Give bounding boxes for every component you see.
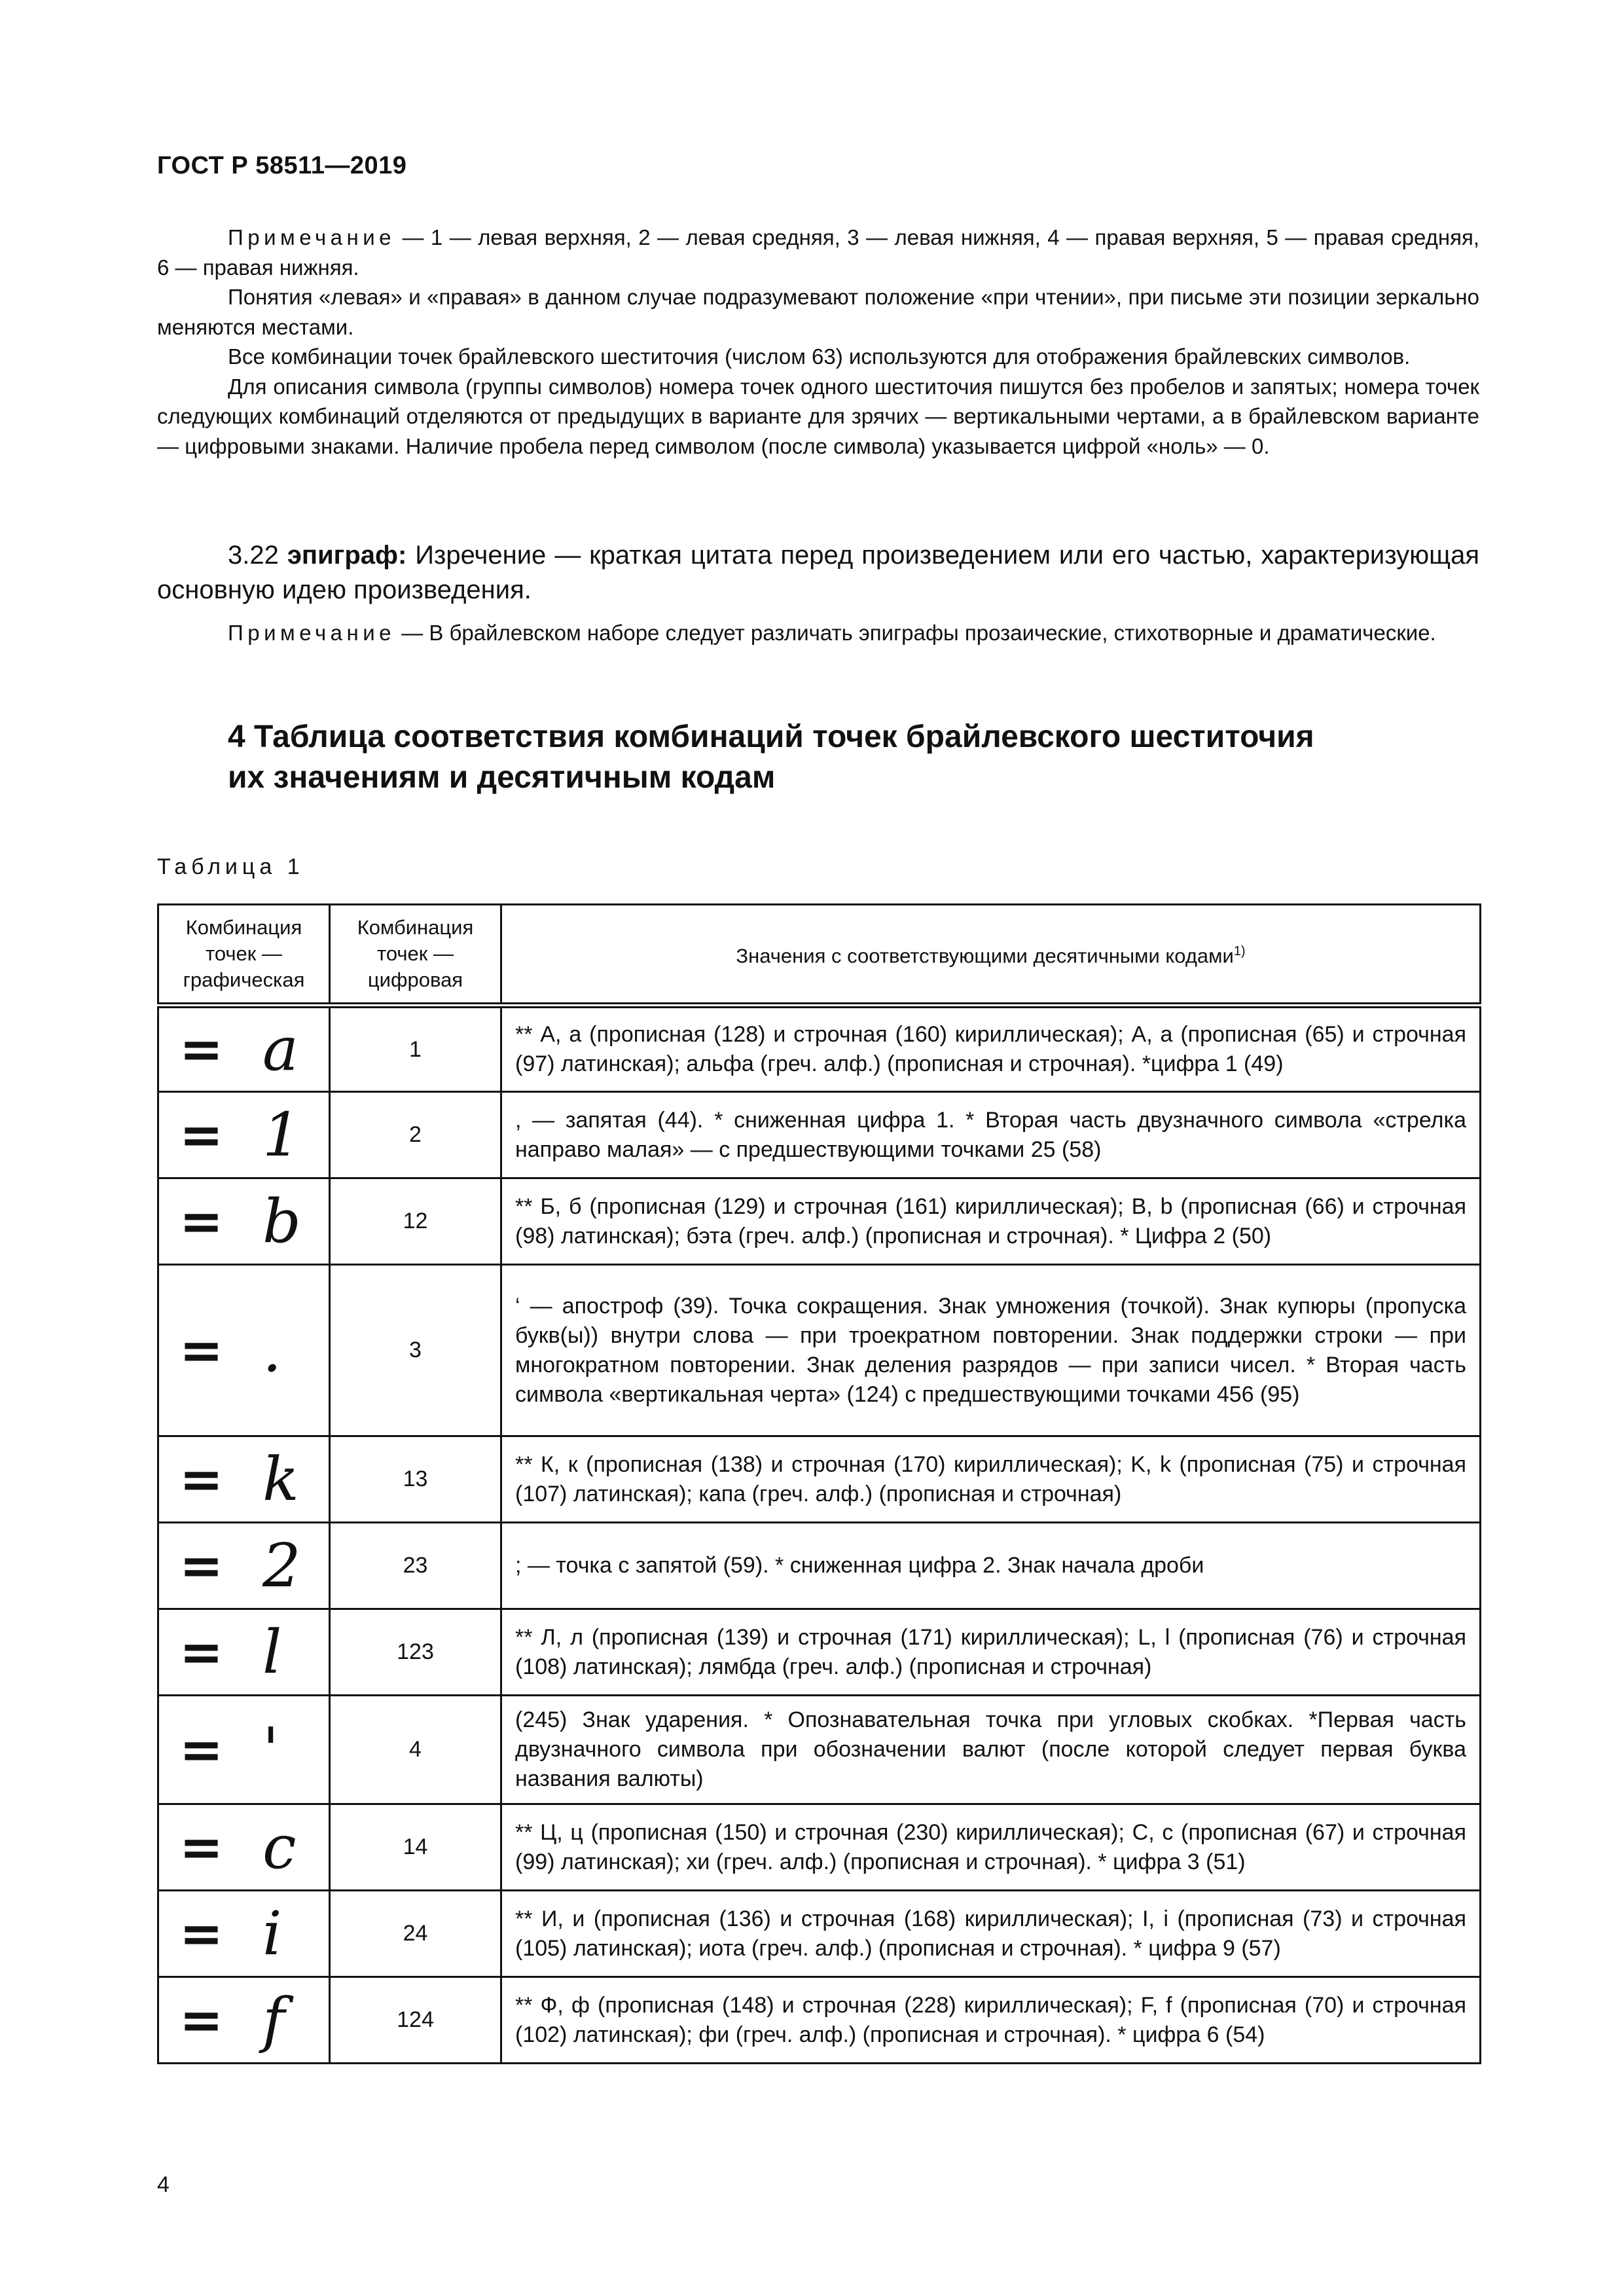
braille-dots-graphic: = (179, 1104, 224, 1165)
note-paragraph-4: Для описания символа (группы символов) номера точек одного шеститочия пишутся без пробелов и запятых; номера точек следующих комбинаций отделяются от предыдущих в варианте для зрячих — вертикальными чертами, а в брайлевском варианте — цифровыми знаками. Наличие пробела перед символом (после символа) указывается цифрой «ноль» — 0. (157, 374, 1479, 458)
braille-glyph-cell (158, 1006, 330, 1092)
table-row (158, 1006, 1481, 1092)
braille-code-cell: 4 (330, 1696, 501, 1804)
table-row (158, 1523, 1481, 1609)
epigraph-note-text: — В брайлевском наборе следует различать эпиграфы прозаические, стихотворные и драматические. (395, 621, 1436, 645)
note-paragraph-3: Все комбинации точек брайлевского шеститочия (числом 63) используются для отображения брайлевских символов. (228, 344, 1411, 369)
term-name: эпиграф: (287, 541, 407, 570)
braille-code-cell: 3 (330, 1265, 501, 1436)
braille-glyph-cell (158, 1092, 330, 1178)
braille-glyph-cell (158, 1436, 330, 1523)
term-text: Изречение — краткая цитата перед произведением или его частью, характеризующая основную идею произведения. (157, 541, 1479, 604)
braille-code-cell: 23 (330, 1523, 501, 1609)
table-caption: Таблица 1 (157, 854, 304, 879)
table-header-row (158, 905, 1481, 1006)
braille-dots-graphic: = (179, 1319, 224, 1381)
braille-dots-graphic: = (179, 1719, 224, 1780)
section-title-line1: 4 Таблица соответствия комбинаций точек брайлевского шеститочия (228, 720, 1314, 754)
braille-glyph-cell (158, 1178, 330, 1265)
braille-glyph-cell (158, 1523, 330, 1609)
braille-glyph-letter: c (262, 1812, 297, 1882)
braille-dots-graphic: = (179, 1019, 224, 1080)
note-paragraph (157, 223, 1479, 282)
braille-meaning-cell: , — запятая (44). * сниженная цифра 1. * Вторая часть двузначного символа «стрелка направо малая» — с предшествующими точками 25 (58) (501, 1092, 1481, 1178)
braille-dots-graphic: = (179, 1190, 224, 1252)
column-header-digital: Комбинация точек — цифровая (330, 905, 501, 1006)
braille-glyph-cell (158, 1609, 330, 1696)
braille-dots-graphic: = (179, 1816, 224, 1878)
braille-glyph-letter: ' (262, 1714, 280, 1785)
braille-glyph-letter: 1 (262, 1099, 301, 1170)
braille-dots-graphic: = (179, 1448, 224, 1510)
braille-code-cell: 124 (330, 1977, 501, 2064)
note-text: — 1 — левая верхняя, 2 — левая средняя, 3 — левая нижняя, 4 — правая верхняя, 5 — правая средняя, 6 — правая нижняя. (157, 225, 1479, 280)
braille-code-cell: 2 (330, 1092, 501, 1178)
table-row (158, 1804, 1481, 1891)
table-row (158, 1436, 1481, 1523)
braille-glyph-letter: . (262, 1315, 282, 1385)
table-row (158, 1178, 1481, 1265)
braille-glyph-letter: i (262, 1898, 282, 1969)
table-row (158, 1891, 1481, 1977)
note-paragraph-2: Понятия «левая» и «правая» в данном случае подразумевают положение «при чтении», при письме эти позиции зеркально меняются местами. (157, 285, 1479, 339)
braille-glyph-letter: 2 (262, 1530, 301, 1601)
table-row (158, 1696, 1481, 1804)
braille-glyph-letter: k (262, 1444, 299, 1514)
braille-meaning-cell: ** Б, б (прописная (129) и строчная (161) кириллическая); B, b (прописная (66) и строчная (98) латинская); бэта (греч. алф.) (прописная и строчная). * Цифра 2 (50) (501, 1178, 1481, 1265)
braille-glyph-cell (158, 1977, 330, 2064)
braille-glyph-cell (158, 1891, 330, 1977)
braille-meaning-cell: ** А, а (прописная (128) и строчная (160) кириллическая); A, a (прописная (65) и строчная (97) латинская); альфа (греч. алф.) (прописная и строчная). *цифра 1 (49) (501, 1006, 1481, 1092)
braille-glyph-letter: l (262, 1616, 282, 1687)
braille-dots-graphic: = (179, 1903, 224, 1964)
braille-meaning-cell: ** Ф, ф (прописная (148) и строчная (228) кириллическая); F, f (прописная (70) и строчная (102) латинская); фи (греч. алф.) (прописная и строчная). * цифра 6 (54) (501, 1977, 1481, 2064)
braille-code-cell: 12 (330, 1178, 501, 1265)
braille-meaning-cell: ** И, и (прописная (136) и строчная (168) кириллическая); I, i (прописная (73) и строчная (105) латинская); иота (греч. алф.) (прописная и строчная). * цифра 9 (57) (501, 1891, 1481, 1977)
braille-glyph-cell (158, 1265, 330, 1436)
section-title (228, 717, 1314, 798)
term-definition (157, 538, 1479, 608)
braille-meaning-cell: ** Л, л (прописная (139) и строчная (171) кириллическая); L, l (прописная (76) и строчная (108) латинская); лямбда (греч. алф.) (прописная и строчная) (501, 1609, 1481, 1696)
section-title-line2: их значениям и десятичным кодам (228, 760, 776, 795)
braille-meaning-cell: ** Ц, ц (прописная (150) и строчная (230) кириллическая); C, c (прописная (67) и строчная (99) латинская); хи (греч. алф.) (прописная и строчная). * цифра 3 (51) (501, 1804, 1481, 1891)
table-row (158, 1092, 1481, 1178)
page-number: 4 (157, 2172, 170, 2197)
braille-code-cell: 123 (330, 1609, 501, 1696)
braille-meaning-cell: (245) Знак ударения. * Опознавательная точка при угловых скобках. *Первая часть двузначного символа при обозначении валют (после которой следует первая буква названия валюты) (501, 1696, 1481, 1804)
braille-code-cell: 1 (330, 1006, 501, 1092)
column-header-values-text: Значения с соответствующими десятичными кодами (736, 944, 1234, 968)
braille-glyph-letter: a (262, 1014, 298, 1084)
braille-glyph-letter: f (262, 1984, 285, 2055)
term-number: 3.22 (228, 541, 279, 570)
braille-code-cell: 24 (330, 1891, 501, 1977)
column-header-values (501, 905, 1481, 1006)
epigraph-note (157, 618, 1479, 648)
braille-code-cell: 13 (330, 1436, 501, 1523)
epigraph-note-label: Примечание (228, 621, 396, 645)
braille-meaning-cell: ; — точка с запятой (59). * сниженная цифра 2. Знак начала дроби (501, 1523, 1481, 1609)
column-header-graphic: Комбинация точек — графическая (158, 905, 330, 1006)
braille-meaning-cell: ‘ — апостроф (39). Точка сокращения. Знак умножения (точкой). Знак купюры (пропуска букв(ы)) внутри слова — при троекратном повторении. Знак поддержки строки — при многократном повторении. Знак деления разрядов — при записи чисел. * Вторая часть символа «вертикальная черта» (124) с предшествующими точками 456 (95) (501, 1265, 1481, 1436)
braille-glyph-cell (158, 1804, 330, 1891)
note-label: Примечание (228, 225, 396, 249)
table-row (158, 1609, 1481, 1696)
braille-dots-graphic: = (179, 1989, 224, 2050)
braille-dots-graphic: = (179, 1535, 224, 1596)
braille-glyph-letter: b (262, 1186, 301, 1256)
braille-dots-graphic: = (179, 1621, 224, 1683)
braille-table (157, 903, 1481, 2064)
document-header: ГОСТ Р 58511—2019 (157, 152, 407, 179)
braille-code-cell: 14 (330, 1804, 501, 1891)
footnote-marker: 1) (1233, 944, 1246, 959)
braille-meaning-cell: ** К, к (прописная (138) и строчная (170) кириллическая); K, k (прописная (75) и строчная (107) латинская); капа (греч. алф.) (прописная и строчная) (501, 1436, 1481, 1523)
braille-glyph-cell (158, 1696, 330, 1804)
notes-block (157, 223, 1479, 461)
table-row (158, 1265, 1481, 1436)
table-row (158, 1977, 1481, 2064)
table-body (158, 1006, 1481, 2064)
